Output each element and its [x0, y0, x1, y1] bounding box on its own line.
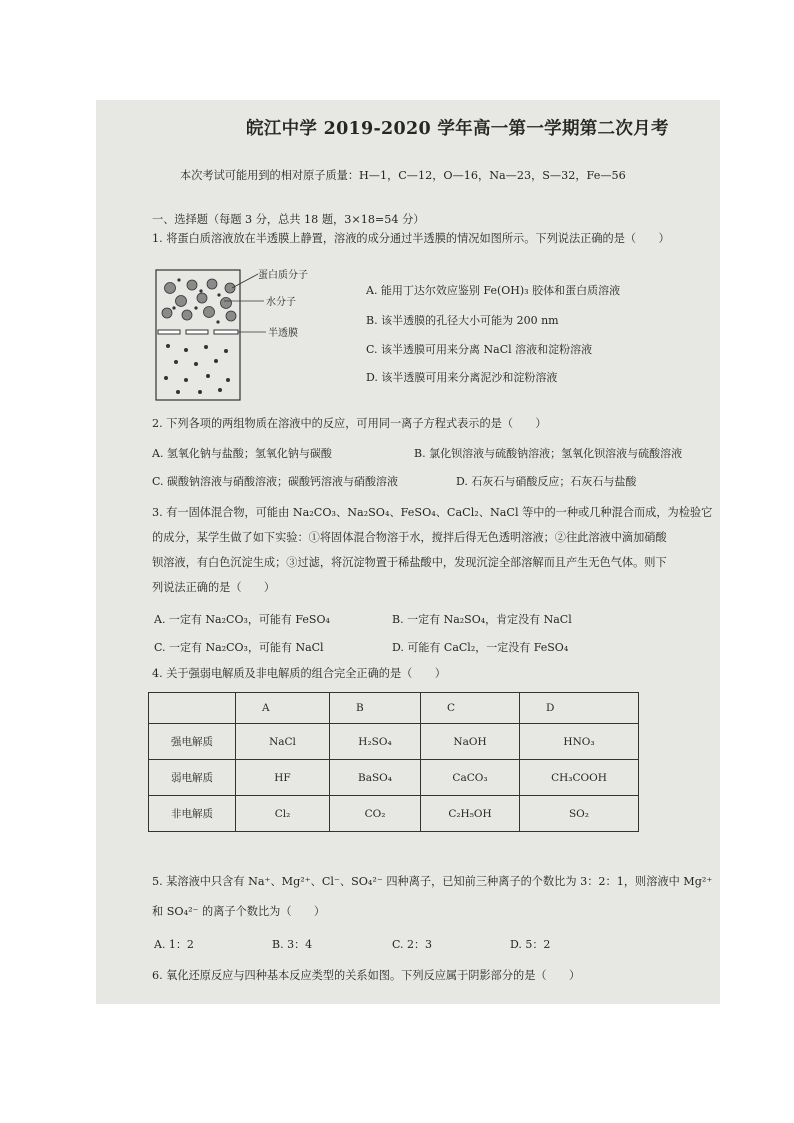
- table-cell: C₂H₅OH: [421, 796, 520, 832]
- question-5-line-1: 5. 某溶液中只含有 Na⁺、Mg²⁺、Cl⁻、SO₄²⁻ 四种离子，已知前三种离子的个数比为 3：2：1，则溶液中 Mg²⁺: [152, 875, 713, 888]
- section-heading: 一、选择题（每题 3 分，总共 18 题，3×18=54 分）: [152, 213, 425, 226]
- question-3-line-3: 钡溶液，有白色沉淀生成；③过滤，将沉淀物置于稀盐酸中，发现沉淀全部溶解而且产生无色气体。则下: [152, 556, 667, 569]
- table-cell: [149, 693, 236, 724]
- question-1-stem: 1. 将蛋白质溶液放在半透膜上静置，溶液的成分通过半透膜的情况如图所示。下列说法正确的是（ ）: [152, 232, 670, 245]
- question-6-stem: 6. 氧化还原反应与四种基本反应类型的关系如图。下列反应属于阴影部分的是（ ）: [152, 969, 581, 982]
- table-cell: NaCl: [236, 724, 330, 760]
- question-3-line-1: 3. 有一固体混合物，可能由 Na₂CO₃、Na₂SO₄、FeSO₄、CaCl₂、NaCl 等中的一种或几种混合而成，为检验它: [152, 506, 713, 519]
- q1-option-a: A. 能用丁达尔效应鉴别 Fe(OH)₃ 胶体和蛋白质溶液: [366, 284, 621, 297]
- q2-option-a: A. 氢氧化钠与盐酸；氢氧化钠与碳酸: [152, 447, 332, 460]
- table-row-header: 强电解质: [149, 724, 236, 760]
- q5-option-a: A. 1：2: [154, 938, 194, 951]
- q1-option-d: D. 该半透膜可用来分离泥沙和淀粉溶液: [366, 371, 558, 384]
- table-cell: BaSO₄: [330, 760, 421, 796]
- table-row: [149, 796, 639, 832]
- exam-paper: [96, 100, 720, 1004]
- label-protein-molecule: 蛋白质分子: [258, 270, 308, 281]
- question-2-stem: 2. 下列各项的两组物质在溶液中的反应，可用同一离子方程式表示的是（ ）: [152, 417, 547, 430]
- q5-option-d: D. 5：2: [510, 938, 551, 951]
- atomic-mass-line: 本次考试可能用到的相对原子质量：H—1，C—12，O—16，Na—23，S—32，Fe—56: [180, 169, 626, 182]
- label-water-molecule: 水分子: [266, 297, 296, 308]
- q2-option-c: C. 碳酸钠溶液与硝酸溶液；碳酸钙溶液与硝酸溶液: [152, 475, 399, 488]
- table-cell: NaOH: [421, 724, 520, 760]
- q2-option-d: D. 石灰石与硝酸反应；石灰石与盐酸: [456, 475, 637, 488]
- table-cell: HF: [236, 760, 330, 796]
- water-molecules-lower: [164, 344, 230, 394]
- q2-option-b: B. 氯化钡溶液与硫酸钠溶液；氢氧化钡溶液与硫酸溶液: [414, 447, 683, 460]
- electrolyte-table: [148, 692, 639, 832]
- q3-option-c: C. 一定有 Na₂CO₃，可能有 NaCl: [154, 641, 324, 654]
- table-cell: CO₂: [330, 796, 421, 832]
- table-row-header: 非电解质: [149, 796, 236, 832]
- table-row: [149, 724, 639, 760]
- table-header-row: [149, 693, 639, 724]
- protein-molecules: [162, 279, 236, 321]
- q3-option-d: D. 可能有 CaCl₂，一定没有 FeSO₄: [392, 641, 569, 654]
- q5-option-c: C. 2：3: [392, 938, 433, 951]
- question-3-line-2: 的成分，某学生做了如下实验：①将固体混合物溶于水，搅拌后得无色透明溶液；②往此溶液中滴加硝酸: [152, 531, 667, 544]
- question-4-stem: 4. 关于强弱电解质及非电解质的组合完全正确的是（ ）: [152, 667, 446, 680]
- table-header-cell: A: [236, 693, 330, 724]
- membrane-shape: [158, 330, 238, 334]
- q1-option-c: C. 该半透膜可用来分离 NaCl 溶液和淀粉溶液: [366, 343, 593, 356]
- semipermeable-membrane-diagram: [154, 268, 354, 408]
- table-cell: SO₂: [520, 796, 639, 832]
- page-title: 皖江中学 2019-2020 学年高一第一学期第二次月考: [246, 119, 669, 139]
- table-header-cell: D: [520, 693, 639, 724]
- table-header-cell: C: [421, 693, 520, 724]
- table-cell: HNO₃: [520, 724, 639, 760]
- q3-option-b: B. 一定有 Na₂SO₄，肯定没有 NaCl: [392, 613, 572, 626]
- question-5-line-2: 和 SO₄²⁻ 的离子个数比为（ ）: [152, 905, 326, 918]
- table-cell: Cl₂: [236, 796, 330, 832]
- table-cell: CaCO₃: [421, 760, 520, 796]
- q1-option-b: B. 该半透膜的孔径大小可能为 200 nm: [366, 314, 559, 327]
- q5-option-b: B. 3：4: [272, 938, 313, 951]
- table-header-cell: B: [330, 693, 421, 724]
- question-3-line-4: 列说法正确的是（ ）: [152, 581, 276, 594]
- table-row: [149, 760, 639, 796]
- table-cell: H₂SO₄: [330, 724, 421, 760]
- table-row-header: 弱电解质: [149, 760, 236, 796]
- table-cell: CH₃COOH: [520, 760, 639, 796]
- label-membrane: 半透膜: [268, 328, 298, 339]
- q3-option-a: A. 一定有 Na₂CO₃，可能有 FeSO₄: [154, 613, 330, 626]
